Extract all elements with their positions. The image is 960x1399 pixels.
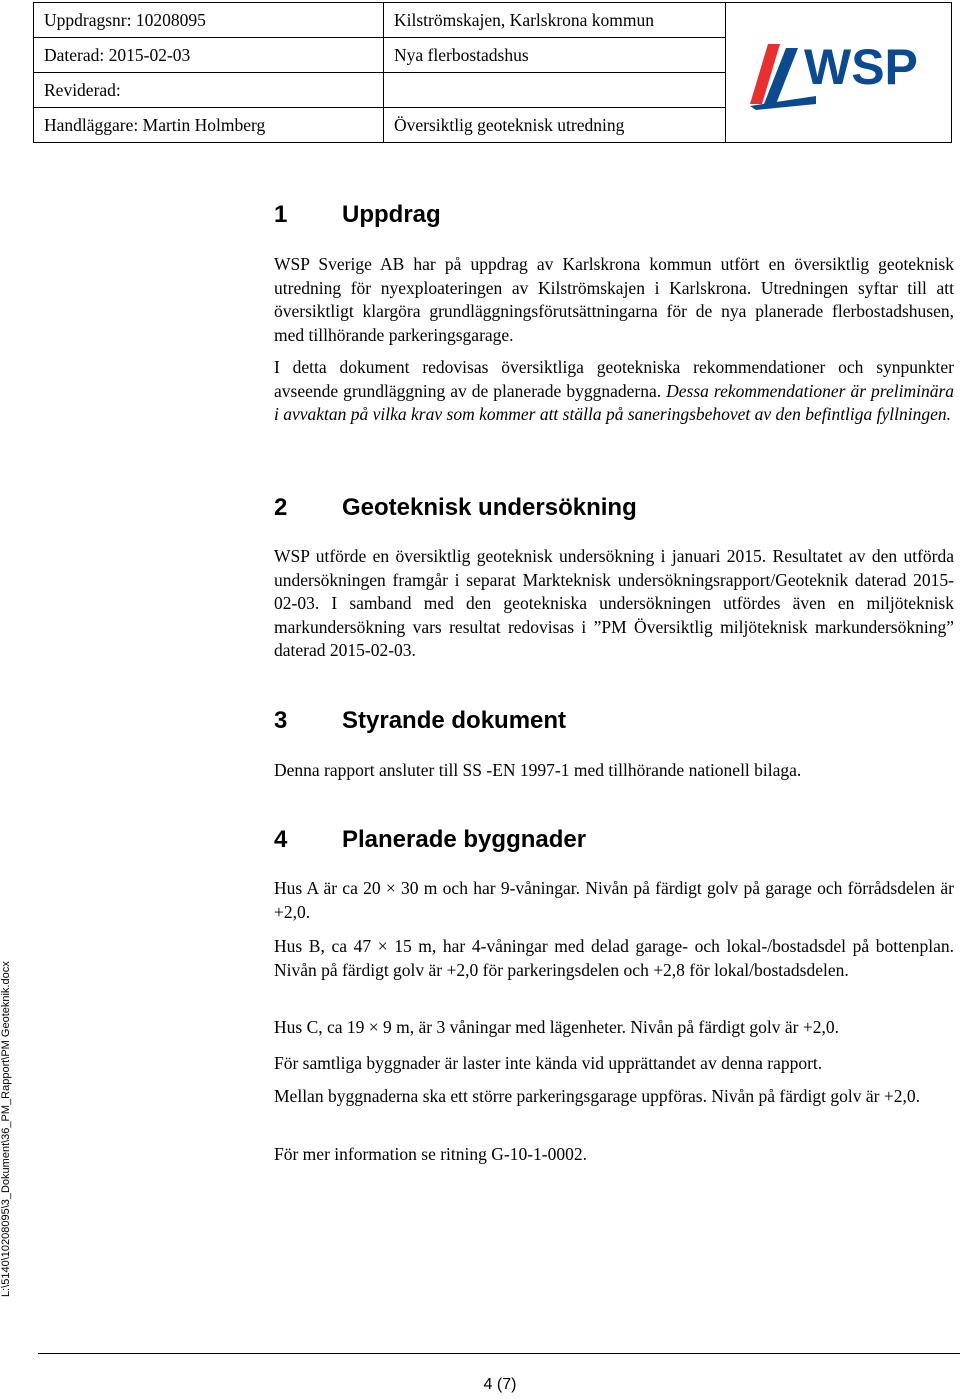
revised-value [384, 73, 726, 108]
document-title: Översiktlig geoteknisk utredning [384, 108, 726, 143]
section-4-paragraph-3: Hus C, ca 19 × 9 m, är 3 våningar med lägenheter. Nivån på färdigt golv är +2,0. [274, 1017, 839, 1037]
file-path: L:\5140\10208095\3_Dokument\36_PM_Rapport\PM Geoteknik.docx [0, 961, 12, 1297]
page-number: 4 (7) [483, 1376, 517, 1393]
section-heading-1: 1 Uppdrag [274, 201, 441, 228]
section-4-paragraph-6: För mer information se ritning G-10-1-0002. [274, 1144, 588, 1164]
date: Daterad: 2015-02-03 [34, 38, 384, 73]
section-3-paragraph-1: Denna rapport ansluter till SS -EN 1997-1 med tillhörande nationell bilaga. [274, 760, 802, 780]
section-heading-4: 4 Planerade byggnader [274, 826, 587, 853]
project-subject: Nya flerbostadshus [384, 38, 726, 73]
logo-text: WSP [803, 38, 918, 95]
section-4-paragraph-1: Hus A är ca 20 × 30 m och har 9-våningar. Nivån på färdigt golv på garage och förrådsdelen är +2,0. [274, 878, 954, 922]
header-table [33, 2, 952, 143]
project-location: Kilströmskajen, Karlskrona kommun [384, 3, 726, 38]
section-heading-2: 2 Geoteknisk undersökning [274, 494, 637, 521]
section-4-paragraph-5: Mellan byggnaderna ska ett större parkeringsgarage uppföras. Nivån på färdigt golv är +2,0. [274, 1086, 920, 1106]
handler: Handläggare: Martin Holmberg [34, 108, 384, 143]
section-2-paragraph-1: WSP utförde en översiktlig geoteknisk undersökning i januari 2015. Resultatet av den utförda undersökningen framgår i separat Markteknisk undersökningsrapport/Geoteknik daterad 2015-02-03. I samband med den geotekniska undersökningen utfördes även en miljöteknisk markundersökning vars resultat redovisas i ”PM Översiktlig miljöteknisk markundersökning” daterad 2015-02-03. [274, 546, 954, 660]
italic-note: Dessa rekommendationer är preliminära i avvaktan på vilka krav som kommer att ställa på saneringsbehovet av den befintliga fyllningen. [274, 380, 955, 424]
section-4-paragraph-4: För samtliga byggnader är laster inte kända vid upprättandet av denna rapport. [274, 1053, 823, 1073]
logo-cell [726, 3, 952, 143]
wsp-logo [746, 34, 932, 112]
section-1-paragraph-1: WSP Sverige AB har på uppdrag av Karlskrona kommun utfört en översiktlig geoteknisk utredning för nyexploateringen av Kilströmskajen i Karlskrona. Utredningen syftar till att översiktligt klargöra grundläggningsförutsättningarna för de nya planerade flerbostadshusen, med tillhörande parkeringsgarage. [274, 254, 954, 345]
section-1-paragraph-2: I detta dokument redovisas översiktliga geotekniska rekommendationer och synpunkter avseende grundläggning av de planerade byggnaderna. Dessa rekommendationer är preliminära i avvaktan på vilka krav som kommer att ställa på saneringsbehovet av den befintliga fyllningen. [274, 357, 955, 424]
section-heading-3: 3 Styrande dokument [274, 707, 567, 734]
assignment-number: Uppdragsnr: 10208095 [34, 3, 384, 38]
section-4-paragraph-2: Hus B, ca 47 × 15 m, har 4-våningar med delad garage- och lokal-/bostadsdel på bottenplan. Nivån på färdigt golv är +2,0 för parkeringsdelen och +2,8 för lokal/bostadsdelen. [274, 936, 954, 980]
footer-divider [38, 1353, 960, 1354]
revised: Reviderad: [34, 73, 384, 108]
